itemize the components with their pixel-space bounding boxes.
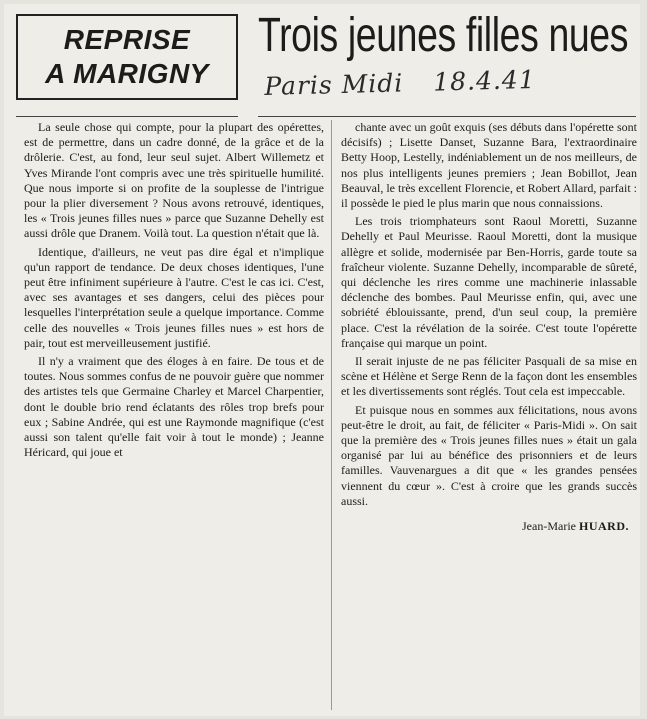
paragraph: Il serait injuste de ne pas féliciter Pasquali de sa mise en scène et Hélène et Serge Renn de la façon dont les ensembles et les divertissements sont réglés. Tout cela est impeccable.: [341, 354, 637, 399]
annotation-source: Paris Midi: [264, 68, 404, 101]
left-rule: [16, 116, 238, 117]
annotation-date: 18.4.41: [432, 64, 537, 97]
paragraph: Les trois triomphateurs sont Raoul Moretti, Suzanne Dehelly et Paul Meurisse. Raoul Moretti, dont la musique allègre et solide, modernisée par Ben-Horris, garde toute sa fraîcheur violente. Suzanne Dehelly, incomparable de sûreté, qui déclenche les rires comme une machinerie inlassable déclenche des bombes. Paul Meurisse enfin, qui, avec une sobriété éblouissante, prend, d'un seul coup, la première place. C'est la révélation de la soirée. C'est toute l'opérette française qui marque un point.: [341, 214, 637, 350]
author-first-name: Jean-Marie: [522, 519, 576, 534]
section-kicker-box: [16, 14, 238, 100]
kicker-line-1: REPRISE: [63, 24, 191, 55]
author-signature: [341, 519, 637, 534]
author-last-name: HUARD.: [579, 519, 629, 534]
paragraph: Et puisque nous en sommes aux félicitations, nous avons peut-être le droit, au fait, de féliciter « Paris-Midi ». On sait que la première des « Trois jeunes filles nues » était un gala organisé par lui au bénéfice des prisonniers et de leurs familles. Vauvenargues a dit que « les grandes pensées viennent du cœur ». C'est à croire que les grands succès aussi.: [341, 402, 637, 508]
column-divider: [331, 120, 332, 710]
left-column: [24, 120, 324, 460]
paragraph: chante avec un goût exquis (ses débuts dans l'opérette sont décisifs) ; Lisette Danset, Suzanne Bara, l'extraordinaire Betty Hoop, Lestelly, indéniablement un de nos meilleurs, de nos plus intelligents jeunes premiers ; Jean Bobillot, Jean Beauval, le très excellent Florencie, et Robert Allard, parfait : il possède le pied le plus marin que nous connaissions.: [341, 120, 637, 211]
right-column: [341, 120, 637, 534]
kicker-line-2: A MARIGNY: [45, 58, 209, 89]
paragraph: Identique, d'ailleurs, ne veut pas dire égal et n'implique qu'un rapport de tendance. De deux choses identiques, l'une peut être infiniment supérieure à l'autre. C'est le cas ici. C'est, avec ses avantages et ses dangers, celui des pièces pour lesquelles l'interprétation seule a quelque importance. Comme celle des nouvelles « Trois jeunes filles nues » est hors de pair, tout est merveilleusement justifié.: [24, 244, 324, 350]
right-rule: [258, 116, 636, 117]
paragraph: La seule chose qui compte, pour la plupart des opérettes, est de permettre, dans un cadre donné, de la grâce et de la drôlerie. C'est, au fond, leur seul sujet. Albert Willemetz et Yves Mirande l'ont compris avec une très spirituelle humilité. Que nous importe si on profite de la souplesse de l'intrigue pour la plier diversement ? Nous avons retrouvé, identiques, les « Trois jeunes filles nues » parce que Suzanne Dehelly est aussi drôle que Dranem. Voilà tout. La question n'était que là.: [24, 120, 324, 241]
article-headline: Trois jeunes filles nues: [258, 9, 629, 62]
paragraph: Il n'y a vraiment que des éloges à en faire. De tous et de toutes. Nous sommes confus de ne pouvoir guère que nommer des artistes tels que Germaine Charley et Marcel Charpentier, dont le double brio rend éclatants des rôles trop brefs pour eux ; Sabine Andrée, qui est une Raymonde magnifique (c'est aussi son talent qu'elle fait voir à tout le monde) ; Jeanne Héricard, qui joue et: [24, 354, 324, 460]
